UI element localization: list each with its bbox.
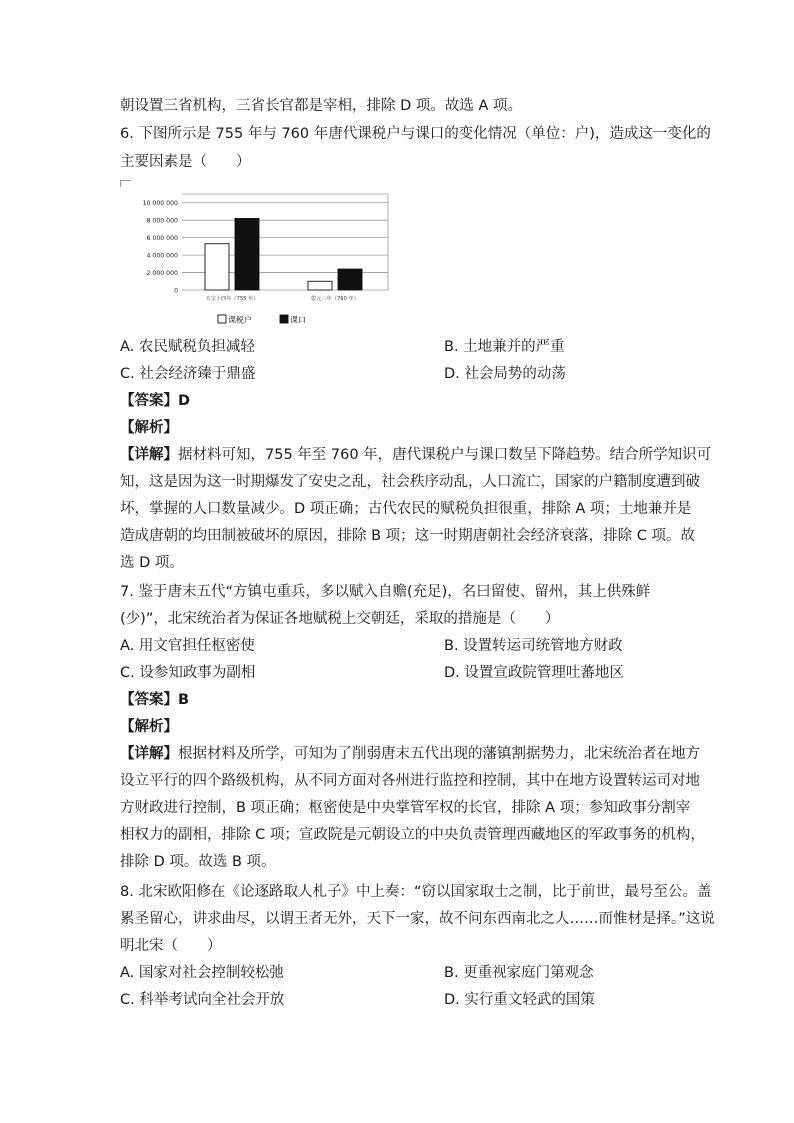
q8-option-a: A. 国家对社会控制较松弛: [120, 965, 284, 981]
q7-detail-line-1: 【详解】根据材料及所学，可知为了削弱唐末五代出现的藩镇割据势力，北宋统治者在地方: [120, 746, 700, 762]
chart-x-tick-labels: [205, 294, 358, 302]
q6-option-b: B. 土地兼并的严重: [444, 339, 565, 355]
q7-detail-label: 【详解】: [120, 746, 178, 762]
bar-tax-households: [205, 244, 229, 290]
q8-option-c: C. 科举考试向全社会开放: [120, 992, 285, 1008]
q7-stem-line-1: 7. 鉴于唐末五代“方镇屯重兵，多以赋入自赡(充足)，名曰留使、留州，其上供殊鲜: [120, 584, 651, 600]
q8-stem-line-2: 累圣留心，讲求曲尽，以谓王者无外，天下一家，故不问东西南北之人……而惟材是择。”这说: [120, 911, 715, 927]
q7-detail-line-4: 相权力的副相，排除 C 项；宣政院是元朝设立的中央负责管理西藏地区的军政事务的机构，: [120, 827, 705, 843]
q7-analysis-heading: 【解析】: [120, 719, 178, 735]
q6-detail-line-3: 坏，掌握的人口数量减少。D 项正确；古代农民的赋税负担很重，排除 A 项；土地兼并是: [120, 501, 692, 517]
legend-label: 课口: [290, 315, 306, 325]
q6-answer: 【答案】D: [120, 393, 191, 409]
q6-detail-line-1: 【详解】据材料可知，755 年至 760 年，唐代课税户与课口数呈下降趋势。结合所学知识可: [120, 447, 712, 463]
q6-detail-line-5: 选 D 项。: [120, 555, 184, 571]
q6-analysis-heading: 【解析】: [120, 420, 178, 436]
x-tick-label: 乾元三年（760 年）: [311, 296, 359, 302]
q7-option-b: B. 设置转运司统管地方财政: [444, 638, 623, 654]
chart-bars: [205, 218, 362, 290]
y-tick-label: 2 000 000: [146, 270, 178, 278]
q8-option-d: D. 实行重文轻武的国策: [444, 992, 595, 1008]
q7-stem-line-2: (少)”，北宋统治者为保证各地赋税上交朝廷，采取的措施是（ ）: [120, 611, 560, 627]
q8-option-b: B. 更重视家庭门第观念: [444, 965, 594, 981]
y-tick-label: 8 000 000: [146, 217, 178, 225]
chart-y-tick-labels: [143, 200, 179, 294]
legend-swatch: [280, 315, 288, 323]
x-tick-label: 天宝十四年（755 年）: [205, 296, 259, 302]
q6-option-a: A. 农民赋税负担减轻: [120, 339, 255, 355]
q7-detail-line-3: 方财政进行控制，B 项正确；枢密使是中央掌管军权的长官，排除 A 项；参知政事分割宰: [120, 800, 691, 816]
q7-answer: 【答案】B: [120, 692, 190, 708]
q6-stem-line-1: 6. 下图所示是 755 年与 760 年唐代课税户与课口的变化情况（单位：户)，造成这一变化的: [120, 126, 711, 142]
bar-tax-persons: [338, 269, 362, 290]
q6-stem-line-2: 主要因素是（ ）: [120, 154, 251, 170]
q8-stem-line-3: 明北宋（ ）: [120, 938, 222, 954]
legend-label: 课税户: [228, 315, 252, 325]
tax-household-bar-chart: [130, 188, 400, 328]
q6-detail-label: 【详解】: [120, 447, 178, 463]
q7-option-c: C. 设参知政事为副相: [120, 665, 256, 681]
bar-tax-persons: [235, 218, 259, 290]
q6-detail-line-2: 知，这是因为这一时期爆发了安史之乱，社会秩序动乱，人口流亡，国家的户籍制度遭到破: [120, 474, 700, 490]
q7-option-d: D. 设置宣政院管理吐蕃地区: [444, 665, 624, 681]
legend-swatch: [218, 315, 226, 323]
q7-detail-line-2: 设立平行的四个路级机构，从不同方面对各州进行监控和控制，其中在地方设置转运司对地: [120, 773, 700, 789]
chart-legend: [218, 315, 306, 325]
q8-stem-line-1: 8. 北宋欧阳修在《论逐路取人札子》中上奏：“窃以国家取士之制，比于前世，最号至公。盖: [120, 884, 712, 900]
y-tick-label: 6 000 000: [146, 235, 178, 243]
q6-option-d: D. 社会局势的动荡: [444, 366, 566, 382]
q5-tail-text: 朝设置三省机构，三省长官都是宰相，排除 D 项。故选 A 项。: [120, 98, 523, 114]
y-tick-label: 4 000 000: [146, 252, 178, 260]
q6-option-c: C. 社会经济臻于鼎盛: [120, 366, 256, 382]
bar-tax-households: [308, 281, 332, 290]
q7-option-a: A. 用文官担任枢密使: [120, 638, 255, 654]
q6-detail-line-4: 造成唐朝的均田制被破坏的原因，排除 B 项；这一时期唐朝社会经济衰落，排除 C 项。故: [120, 528, 696, 544]
image-placeholder-mark: [120, 180, 131, 187]
y-tick-label: 0: [174, 287, 178, 295]
y-tick-label: 10 000 000: [142, 200, 178, 208]
q7-detail-line-5: 排除 D 项。故选 B 项。: [120, 854, 276, 870]
